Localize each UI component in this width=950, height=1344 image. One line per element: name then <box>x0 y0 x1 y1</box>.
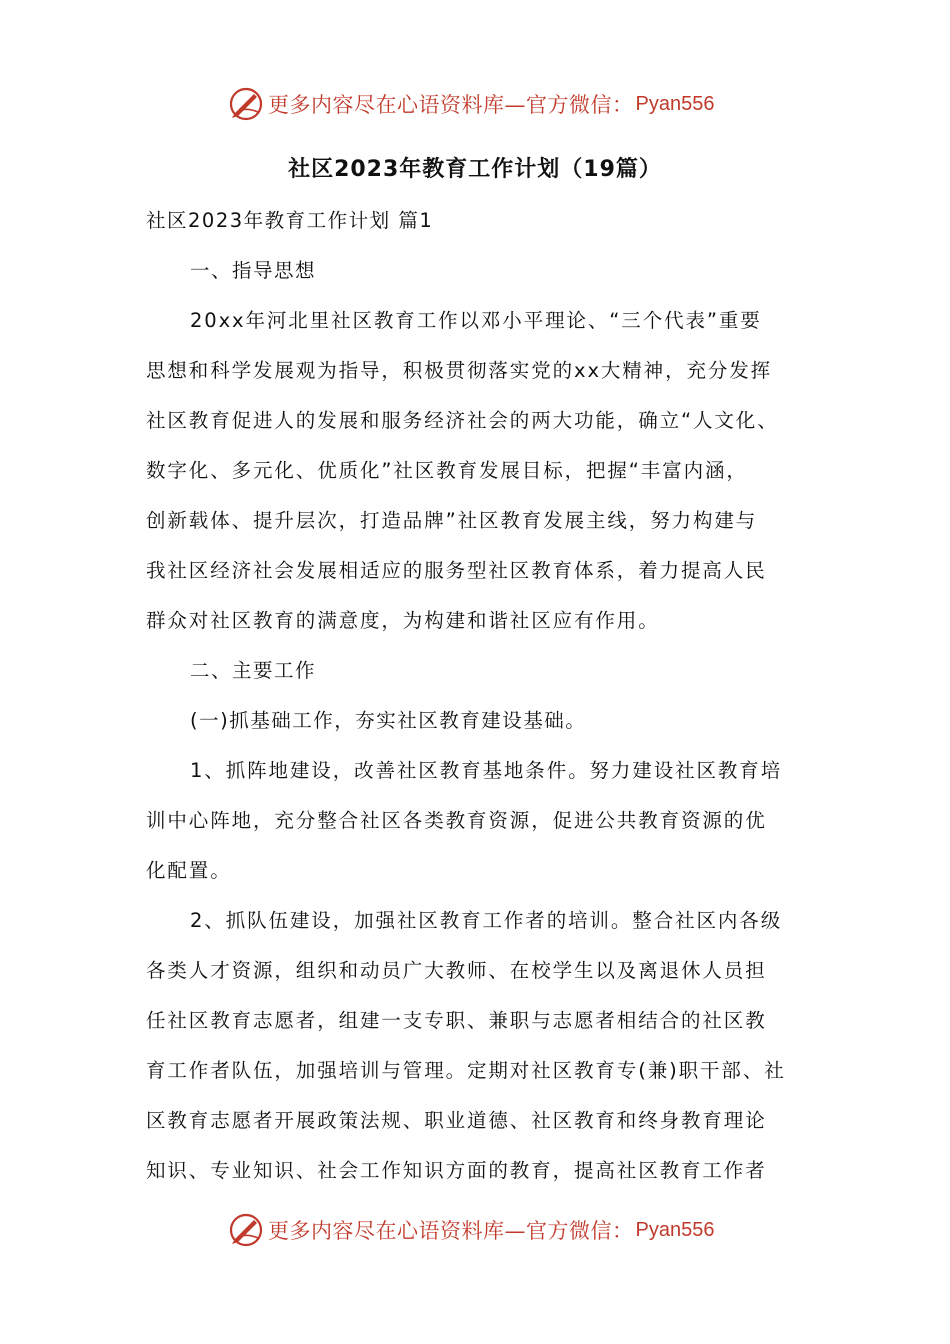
pen-logo-icon <box>228 1212 264 1248</box>
pen-logo-icon <box>228 86 264 122</box>
heading-guiding-ideology: 一、指导思想 <box>190 259 317 282</box>
banner-wechat-id: Pyan556 <box>635 1218 715 1241</box>
paragraph-line: 2、抓队伍建设，加强社区教育工作者的培训。整合社区内各级 <box>190 909 783 932</box>
paragraph-line: 我社区经济社会发展相适应的服务型社区教育体系，着力提高人民 <box>146 559 767 582</box>
section-subtitle: 社区2023年教育工作计划 篇1 <box>146 209 434 232</box>
banner-text: 更多内容尽在心语资料库—官方微信： <box>268 93 634 117</box>
paragraph-line: 群众对社区教育的满意度，为构建和谐社区应有作用。 <box>146 609 660 632</box>
paragraph-line: 各类人才资源，组织和动员广大教师、在校学生以及离退休人员担 <box>146 959 767 982</box>
subheading-basic-work: (一)抓基础工作，夯实社区教育建设基础。 <box>190 709 587 732</box>
document-title: 社区2023年教育工作计划（19篇） <box>288 157 662 182</box>
banner-wechat-id: Pyan556 <box>635 92 715 115</box>
paragraph-line: 化配置。 <box>146 859 232 882</box>
paragraph-line: 区教育志愿者开展政策法规、职业道德、社区教育和终身教育理论 <box>146 1109 767 1132</box>
paragraph-line: 数字化、多元化、优质化”社区教育发展目标，把握“丰富内涵， <box>146 459 748 482</box>
paragraph-line: 20xx年河北里社区教育工作以邓小平理论、“三个代表”重要 <box>190 309 762 332</box>
document-body <box>146 196 814 1196</box>
paragraph-line: 知识、专业知识、社会工作知识方面的教育，提高社区教育工作者 <box>146 1159 767 1182</box>
banner-text: 更多内容尽在心语资料库—官方微信： <box>268 1219 634 1243</box>
paragraph-line: 育工作者队伍，加强培训与管理。定期对社区教育专(兼)职干部、社 <box>146 1059 786 1082</box>
paragraph-line: 社区教育促进人的发展和服务经济社会的两大功能，确立“人文化、 <box>146 409 779 432</box>
paragraph-line: 任社区教育志愿者，组建一支专职、兼职与志愿者相结合的社区教 <box>146 1009 767 1032</box>
footer-banner <box>228 1208 714 1252</box>
paragraph-line: 训中心阵地，充分整合社区各类教育资源，促进公共教育资源的优 <box>146 809 767 832</box>
heading-main-work: 二、主要工作 <box>190 659 317 682</box>
paragraph-line: 思想和科学发展观为指导，积极贯彻落实党的xx大精神，充分发挥 <box>146 359 773 382</box>
paragraph-line: 创新载体、提升层次，打造品牌”社区教育发展主线，努力构建与 <box>146 509 758 532</box>
header-banner <box>228 82 714 126</box>
paragraph-line: 1、抓阵地建设，改善社区教育基地条件。努力建设社区教育培 <box>190 759 783 782</box>
